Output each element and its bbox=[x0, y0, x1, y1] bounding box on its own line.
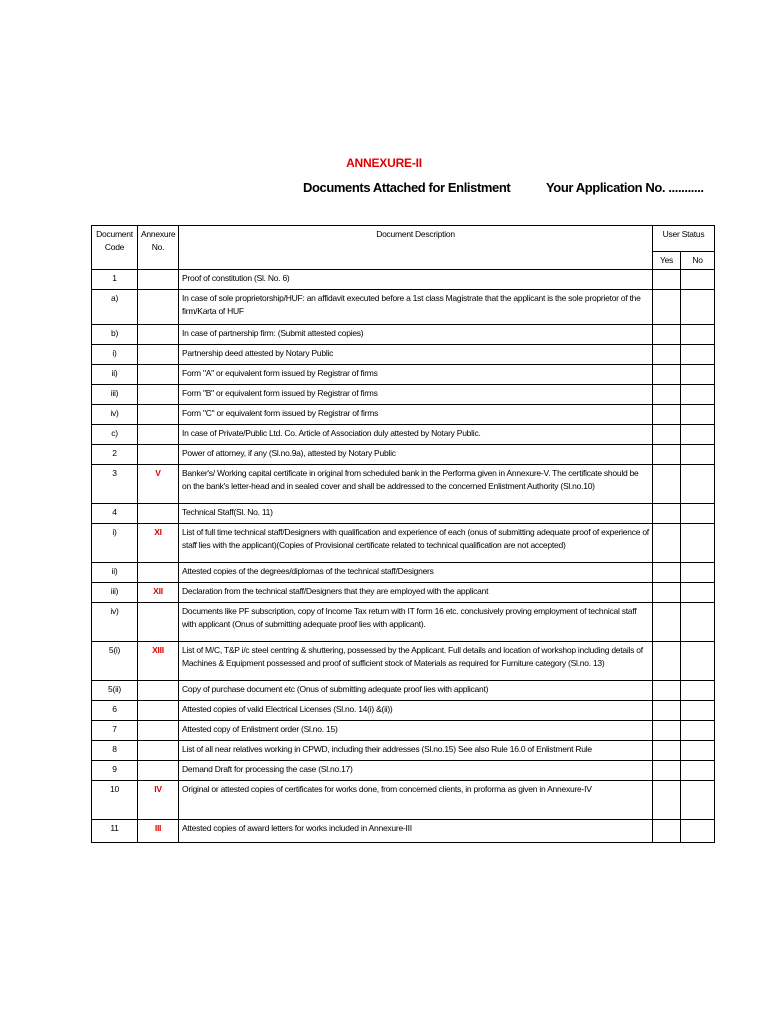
table-row bbox=[92, 290, 715, 325]
user-status-yes-cell[interactable] bbox=[653, 445, 681, 465]
annexure-no-cell bbox=[138, 345, 179, 365]
document-description-cell: Declaration from the technical staff/Designers that they are employed with the applicant bbox=[179, 583, 653, 603]
table-row bbox=[92, 701, 715, 721]
document-code-cell: ii) bbox=[92, 563, 138, 583]
annexure-no-cell bbox=[138, 761, 179, 781]
document-code-cell: 6 bbox=[92, 701, 138, 721]
table-row bbox=[92, 325, 715, 345]
user-status-no-cell[interactable] bbox=[681, 405, 715, 425]
document-code-cell: 10 bbox=[92, 781, 138, 820]
user-status-no-cell[interactable] bbox=[681, 385, 715, 405]
document-code-cell: 7 bbox=[92, 721, 138, 741]
user-status-yes-cell[interactable] bbox=[653, 290, 681, 325]
document-description-cell: Attested copies of the degrees/diplomas of the technical staff/Designers bbox=[179, 563, 653, 583]
user-status-yes-cell[interactable] bbox=[653, 425, 681, 445]
user-status-yes-cell[interactable] bbox=[653, 465, 681, 504]
document-description-cell: In case of sole proprietorship/HUF: an affidavit executed before a 1st class Magistrate that the applicant is the sole proprietor of the firm/Karta of HUF bbox=[179, 290, 653, 325]
annexure-no-cell: XII bbox=[138, 583, 179, 603]
user-status-no-cell[interactable] bbox=[681, 681, 715, 701]
annexure-no-cell bbox=[138, 365, 179, 385]
annexure-no-cell bbox=[138, 741, 179, 761]
table-row bbox=[92, 642, 715, 681]
documents-table bbox=[91, 225, 715, 843]
user-status-no-cell[interactable] bbox=[681, 325, 715, 345]
user-status-no-cell[interactable] bbox=[681, 270, 715, 290]
annexure-no-cell: V bbox=[138, 465, 179, 504]
document-code-cell: 11 bbox=[92, 820, 138, 843]
annexure-no-cell: III bbox=[138, 820, 179, 843]
table-row bbox=[92, 465, 715, 504]
document-code-cell: i) bbox=[92, 524, 138, 563]
user-status-no-cell[interactable] bbox=[681, 425, 715, 445]
document-description-cell: Partnership deed attested by Notary Public bbox=[179, 345, 653, 365]
user-status-no-cell[interactable] bbox=[681, 583, 715, 603]
table-row bbox=[92, 524, 715, 563]
annexure-no-cell bbox=[138, 270, 179, 290]
user-status-yes-cell[interactable] bbox=[653, 642, 681, 681]
annexure-no-cell bbox=[138, 681, 179, 701]
user-status-yes-cell[interactable] bbox=[653, 504, 681, 524]
document-code-cell: 5(i) bbox=[92, 642, 138, 681]
table-row bbox=[92, 405, 715, 425]
document-description-cell: List of all near relatives working in CPWD, including their addresses (Sl.no.15) See also Rule 16.0 of Enlistment Rule bbox=[179, 741, 653, 761]
header-annexure-no: Annexure No. bbox=[138, 226, 179, 270]
document-code-cell: 1 bbox=[92, 270, 138, 290]
document-description-cell: Banker's/ Working capital certificate in original from scheduled bank in the Performa given in Annexure-V. The certificate should be on the bank's letter-head and in sealed cover and shall be addressed to the concerned Enlistment Authority (Sl.no.10) bbox=[179, 465, 653, 504]
user-status-yes-cell[interactable] bbox=[653, 820, 681, 843]
table-row bbox=[92, 563, 715, 583]
document-code-cell: b) bbox=[92, 325, 138, 345]
user-status-yes-cell[interactable] bbox=[653, 701, 681, 721]
user-status-yes-cell[interactable] bbox=[653, 385, 681, 405]
document-code-cell: i) bbox=[92, 345, 138, 365]
document-description-cell: Original or attested copies of certificates for works done, from concerned clients, in proforma as given in Annexure-IV bbox=[179, 781, 653, 820]
table-header-row bbox=[92, 226, 715, 252]
annexure-no-cell bbox=[138, 290, 179, 325]
user-status-yes-cell[interactable] bbox=[653, 524, 681, 563]
annexure-no-cell: XIII bbox=[138, 642, 179, 681]
user-status-yes-cell[interactable] bbox=[653, 741, 681, 761]
document-description-cell: Form "C" or equivalent form issued by Registrar of firms bbox=[179, 405, 653, 425]
document-description-cell: Attested copies of valid Electrical Licenses (Sl.no. 14(i) &(ii)) bbox=[179, 701, 653, 721]
document-code-cell: 5(ii) bbox=[92, 681, 138, 701]
user-status-no-cell[interactable] bbox=[681, 603, 715, 642]
document-description-cell: Power of attorney, if any (Sl.no.9a), attested by Notary Public bbox=[179, 445, 653, 465]
document-description-cell: List of full time technical staff/Designers with qualification and experience of each (onus of submitting adequate proof of experience of staff lies with the applicant)(Copies of Provisional certificate related to technical qualification are not accepted) bbox=[179, 524, 653, 563]
user-status-no-cell[interactable] bbox=[681, 761, 715, 781]
annexure-no-cell bbox=[138, 445, 179, 465]
user-status-no-cell[interactable] bbox=[681, 445, 715, 465]
user-status-no-cell[interactable] bbox=[681, 721, 715, 741]
document-description-cell: Proof of constitution (Sl. No. 6) bbox=[179, 270, 653, 290]
user-status-yes-cell[interactable] bbox=[653, 721, 681, 741]
annexure-no-cell bbox=[138, 701, 179, 721]
document-description-cell: Technical Staff(Sl. No. 11) bbox=[179, 504, 653, 524]
annexure-no-cell bbox=[138, 504, 179, 524]
table-row bbox=[92, 721, 715, 741]
header-document-description: Document Description bbox=[179, 226, 653, 270]
document-description-cell: List of M/C, T&P i/c steel centring & shuttering, possessed by the Applicant. Full details and location of workshop including details of Machines & Equipment possessed and proof of sufficient stock of Materials as required for Furniture category (Sl.no. 13) bbox=[179, 642, 653, 681]
user-status-yes-cell[interactable] bbox=[653, 270, 681, 290]
document-description-cell: Demand Draft for processing the case (Sl.no.17) bbox=[179, 761, 653, 781]
document-description-cell: Attested copy of Enlistment order (Sl.no. 15) bbox=[179, 721, 653, 741]
annexure-no-cell: IV bbox=[138, 781, 179, 820]
table-row bbox=[92, 820, 715, 843]
document-description-cell: Form "A" or equivalent form issued by Registrar of firms bbox=[179, 365, 653, 385]
table-row bbox=[92, 741, 715, 761]
document-code-cell: iv) bbox=[92, 405, 138, 425]
document-description-cell: Attested copies of award letters for works included in Annexure-III bbox=[179, 820, 653, 843]
document-code-cell: 2 bbox=[92, 445, 138, 465]
annexure-no-cell bbox=[138, 721, 179, 741]
user-status-no-cell[interactable] bbox=[681, 465, 715, 504]
user-status-yes-cell[interactable] bbox=[653, 345, 681, 365]
user-status-yes-cell[interactable] bbox=[653, 563, 681, 583]
user-status-no-cell[interactable] bbox=[681, 820, 715, 843]
annexure-no-cell bbox=[138, 385, 179, 405]
document-code-cell: iii) bbox=[92, 385, 138, 405]
user-status-yes-cell[interactable] bbox=[653, 583, 681, 603]
user-status-yes-cell[interactable] bbox=[653, 405, 681, 425]
document-description-cell: In case of Private/Public Ltd. Co. Article of Association duly attested by Notary Public. bbox=[179, 425, 653, 445]
table-row bbox=[92, 270, 715, 290]
document-code-cell: 4 bbox=[92, 504, 138, 524]
user-status-no-cell[interactable] bbox=[681, 741, 715, 761]
user-status-yes-cell[interactable] bbox=[653, 781, 681, 820]
user-status-yes-cell[interactable] bbox=[653, 365, 681, 385]
document-description-cell: Documents like PF subscription, copy of Income Tax return with IT form 16 etc. conclusively proving employment of technical staff with applicant (Onus of submitting adequate proof lies with applicant). bbox=[179, 603, 653, 642]
header-no: No bbox=[681, 252, 715, 270]
table-row bbox=[92, 603, 715, 642]
annexure-heading: ANNEXURE-II bbox=[346, 156, 422, 170]
header-document-code: Document Code bbox=[92, 226, 138, 270]
user-status-no-cell[interactable] bbox=[681, 345, 715, 365]
table-row bbox=[92, 681, 715, 701]
user-status-no-cell[interactable] bbox=[681, 642, 715, 681]
header-user-status: User Status bbox=[653, 226, 715, 252]
document-code-cell: ii) bbox=[92, 365, 138, 385]
document-title: Documents Attached for Enlistment bbox=[303, 180, 511, 195]
user-status-yes-cell[interactable] bbox=[653, 603, 681, 642]
table-row bbox=[92, 425, 715, 445]
document-code-cell: iii) bbox=[92, 583, 138, 603]
user-status-no-cell[interactable] bbox=[681, 781, 715, 820]
annexure-no-cell bbox=[138, 563, 179, 583]
annexure-no-cell bbox=[138, 325, 179, 345]
document-code-cell: 3 bbox=[92, 465, 138, 504]
user-status-no-cell[interactable] bbox=[681, 524, 715, 563]
document-description-cell: In case of partnership firm: (Submit attested copies) bbox=[179, 325, 653, 345]
annexure-no-cell bbox=[138, 603, 179, 642]
table-row bbox=[92, 504, 715, 524]
table-row bbox=[92, 365, 715, 385]
user-status-yes-cell[interactable] bbox=[653, 681, 681, 701]
table-row bbox=[92, 781, 715, 820]
document-code-cell: c) bbox=[92, 425, 138, 445]
application-number: Your Application No. ........... bbox=[546, 180, 704, 195]
user-status-yes-cell[interactable] bbox=[653, 761, 681, 781]
document-description-cell: Form "B" or equivalent form issued by Registrar of firms bbox=[179, 385, 653, 405]
annexure-no-cell: XI bbox=[138, 524, 179, 563]
table-row bbox=[92, 345, 715, 365]
table-row bbox=[92, 761, 715, 781]
table-row bbox=[92, 445, 715, 465]
user-status-no-cell[interactable] bbox=[681, 504, 715, 524]
annexure-no-cell bbox=[138, 405, 179, 425]
document-code-cell: a) bbox=[92, 290, 138, 325]
document-code-cell: iv) bbox=[92, 603, 138, 642]
user-status-no-cell[interactable] bbox=[681, 701, 715, 721]
document-code-cell: 8 bbox=[92, 741, 138, 761]
header-yes: Yes bbox=[653, 252, 681, 270]
table-row bbox=[92, 385, 715, 405]
table-row bbox=[92, 583, 715, 603]
document-description-cell: Copy of purchase document etc (Onus of submitting adequate proof lies with applicant) bbox=[179, 681, 653, 701]
user-status-yes-cell[interactable] bbox=[653, 325, 681, 345]
document-code-cell: 9 bbox=[92, 761, 138, 781]
annexure-no-cell bbox=[138, 425, 179, 445]
user-status-no-cell[interactable] bbox=[681, 365, 715, 385]
user-status-no-cell[interactable] bbox=[681, 563, 715, 583]
user-status-no-cell[interactable] bbox=[681, 290, 715, 325]
